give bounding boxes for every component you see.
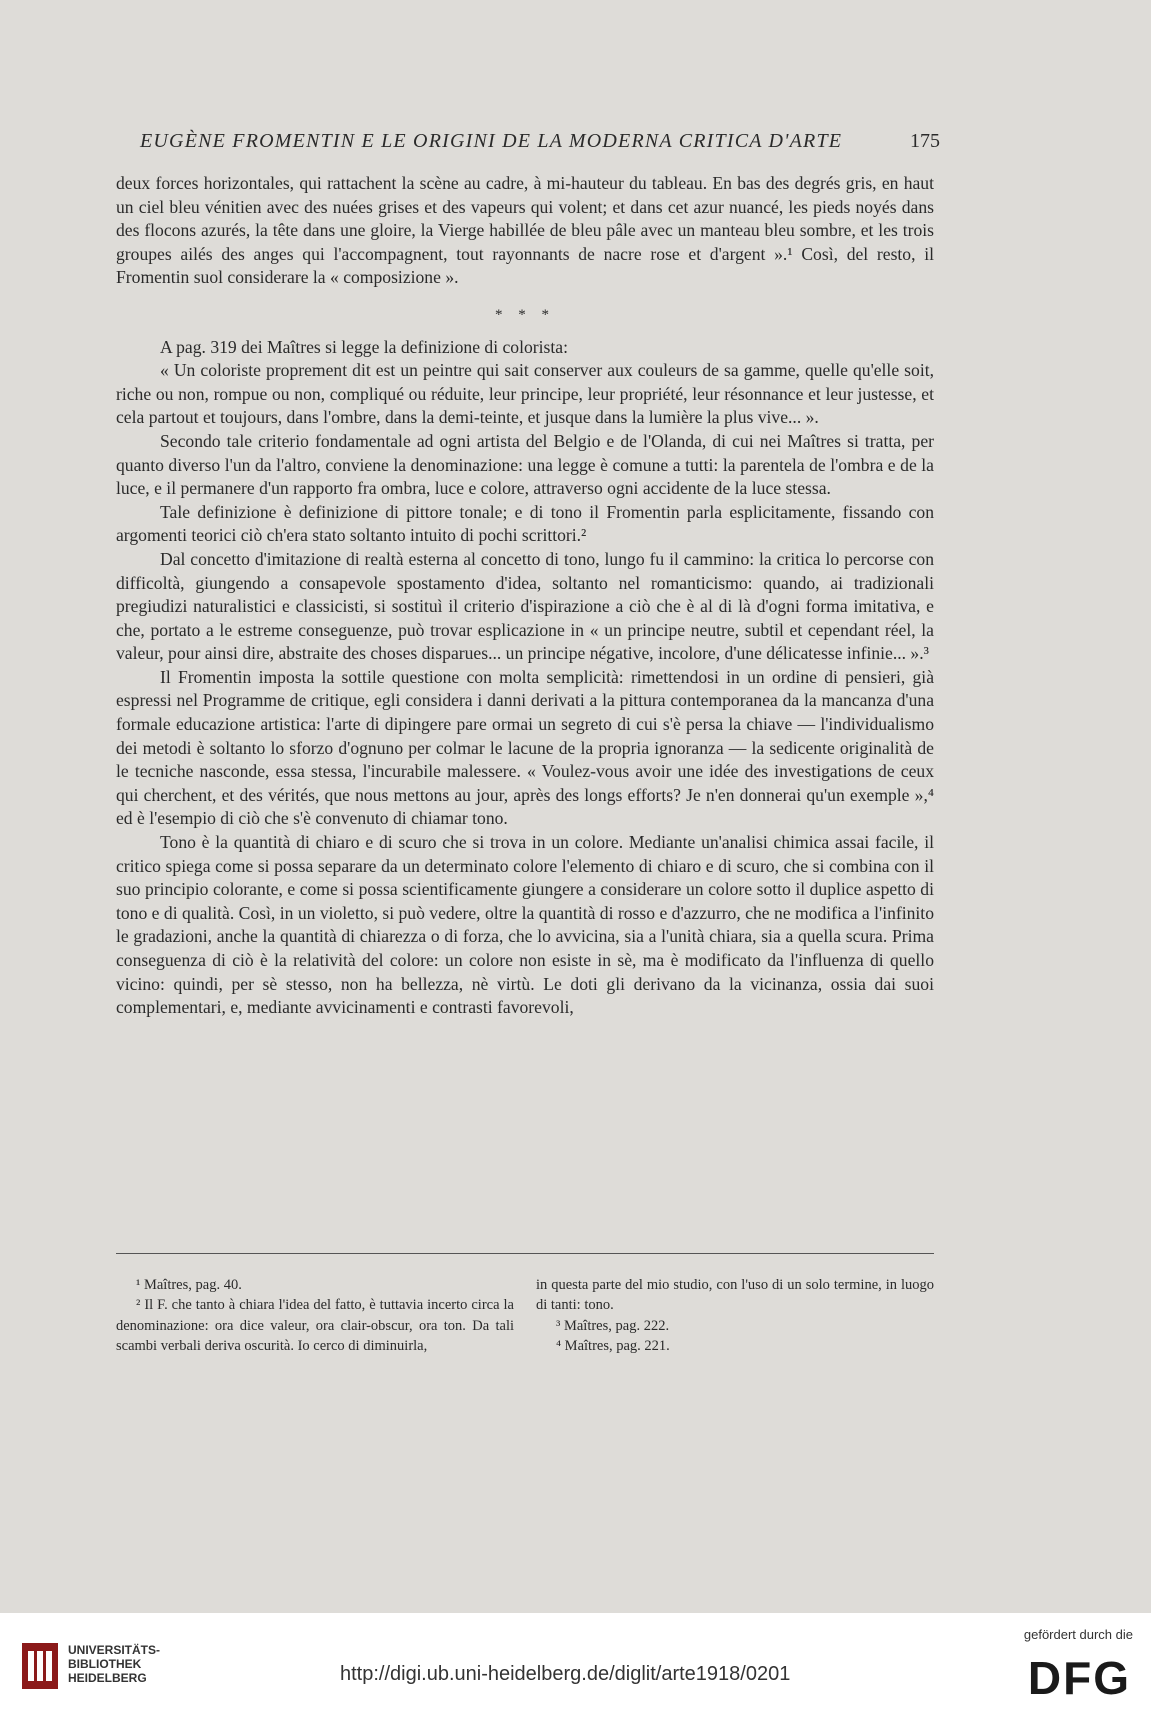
- university-library-logo-icon: [20, 1639, 60, 1693]
- paragraph: Tale definizione è definizione di pittore tonale; e di tono il Fromentin parla esplicitamente, fissando con argomenti teorici ciò ch'era stato soltanto intuito di pochi scrittori.²: [116, 501, 934, 546]
- permalink[interactable]: http://digi.ub.uni-heidelberg.de/diglit/arte1918/0201: [340, 1663, 791, 1685]
- footnote: ² Il F. che tanto à chiara l'idea del fatto, è tuttavia incerto circa la denominazione: ora dice valeur, ora clair-obscur, ora ton. Da tali scambi verbali deriva oscurità. Io cerco di diminuirla,: [116, 1297, 514, 1355]
- library-name: UNIVERSITÄTS- BIBLIOTHEK HEIDELBERG: [68, 1643, 161, 1685]
- page-number: 175: [910, 130, 940, 152]
- paragraph: Il Fromentin imposta la sottile questione con molta semplicità: rimettendosi in un ordine di pensieri, già espressi nel Programme de critique, egli considera i danni derivati a la pittura contemporanea da la mancanza d'una formale educazione artistica: l'arte di dipingere pare ormai un segreto di cui s'è persa la chiave — l'individualismo dei metodi è soltanto lo sforzo d'ognuno per colmar le lacune de la propria ignoranza — la sedicente originalità de le tecniche nasconde, essa stessa, l'incurabile malessere. « Voulez-vous avoir une idée des investigations de ceux qui cherchent, et des vérités, que nous mettons au jour, après des longs efforts? Je n'en donnerai qu'un exemple »,⁴ ed è l'esempio di ciò che s'è convenuto di chiamar tono.: [116, 666, 934, 829]
- footnote-rule: [116, 1253, 934, 1254]
- viewer-footer: [0, 1613, 1151, 1725]
- paragraph: Dal concetto d'imitazione di realtà esterna al concetto di tono, lungo fu il cammino: la critica lo percorse con difficoltà, giungendo a consapevole spostamento d'idea, soltanto nel romanticismo: quando, ai tradizionali pregiudizi naturalistici e classicisti, si sostituì il criterio d'ispirazione a ciò che è al di là d'ogni forma imitativa, e che, portato a le estreme conseguenze, può trovar esplicazione in « un principe neutre, subtil et cependant réel, la valeur, pour ainsi dire, abstraite des choses disparues... un principe négative, incolore, d'une délicatesse infinie... ».³: [116, 548, 934, 664]
- footnotes-left-column: [116, 1275, 514, 1357]
- dfg-logo: DFG: [1027, 1652, 1131, 1704]
- paragraph: A pag. 319 dei Maîtres si legge la definizione di colorista:: [160, 336, 568, 357]
- footnote-continuation: in questa parte del mio studio, con l'uso di un solo termine, in luogo di tanti: tono.: [536, 1277, 934, 1314]
- footnote: ⁴ Maîtres, pag. 221.: [556, 1338, 670, 1355]
- paragraph: deux forces horizontales, qui rattachent la scène au cadre, à mi-hauteur du tableau. En bas des degrés gris, en haut un ciel bleu vénitien avec des nuées grises et des vapeurs qui volent; et dans cet azur nuancé, les pieds noyés dans des flocons azurés, la tête dans une gloire, la Vierge habillée de bleu pâle avec un manteau bleu sombre, et les trois groupes ailés des anges qui l'accompagnent, tout rayonnants de nacre rose et d'argent ».¹ Così, del resto, il Fromentin suol considerare la « composizione ».: [116, 173, 934, 288]
- funding-label: gefördert durch die: [1023, 1627, 1133, 1642]
- paragraph: Tono è la quantità di chiaro e di scuro che si trova in un colore. Mediante un'analisi chimica assai facile, il critico spiega come si possa separare da un determinato colore l'elemento di chiaro e di scuro, che si combina con il suo principio colorante, e come si possa scientificamente giungere a considerare un colore sotto il duplice aspetto di tono e di qualità. Così, in un violetto, si può vedere, oltre la quantità di rosso e d'azzurro, che ne modifica a l'infinito le gradazioni, anche la quantità di chiarezza o di forza, che lo avvicina, sia a l'unità chiara, sia a quella scura. Prima conseguenza di ciò è la relatività del colore: un colore non esiste in sè, ma è modificato da l'influenza di quello vicino: quindi, per sè stesso, non ha bellezza, nè virtù. Le doti gli derivano da la vicinanza, ossia dai suoi complementari, e, mediante avvicinamenti e contrasti favorevoli,: [116, 832, 934, 1018]
- body-text: [116, 172, 934, 1020]
- footnote: ³ Maîtres, pag. 222.: [556, 1317, 670, 1334]
- paragraph: « Un coloriste proprement dit est un peintre qui sait conserver aux couleurs de sa gamme, quelle qu'elle soit, riche ou non, rompue ou non, compliqué ou réduite, leur principe, leur propriété, leur résonnance et leur justesse, et cela partout et toujours, dans l'ombre, dans la demi-teinte, et jusque dans la lumière la plus vive... ».: [116, 360, 934, 428]
- running-title: EUGÈNE FROMENTIN E LE ORIGINI DE LA MODERNA CRITICA D'ARTE: [140, 130, 843, 152]
- paragraph: Secondo tale criterio fondamentale ad ogni artista del Belgio e de l'Olanda, di cui nei Maîtres si tratta, per quanto diverso l'un da l'altro, conviene la denominazione: una legge è comune a tutti: la parentela de l'ombra e de la luce, e il permanere d'un rapporto fra ombra, luce e colore, attraverso ogni accidente de la luce stessa.: [116, 430, 934, 499]
- section-separator: * * *: [495, 306, 555, 323]
- footnotes-right-column: [536, 1275, 934, 1357]
- page-header: [140, 130, 940, 156]
- footnote: ¹ Maîtres, pag. 40.: [136, 1277, 242, 1293]
